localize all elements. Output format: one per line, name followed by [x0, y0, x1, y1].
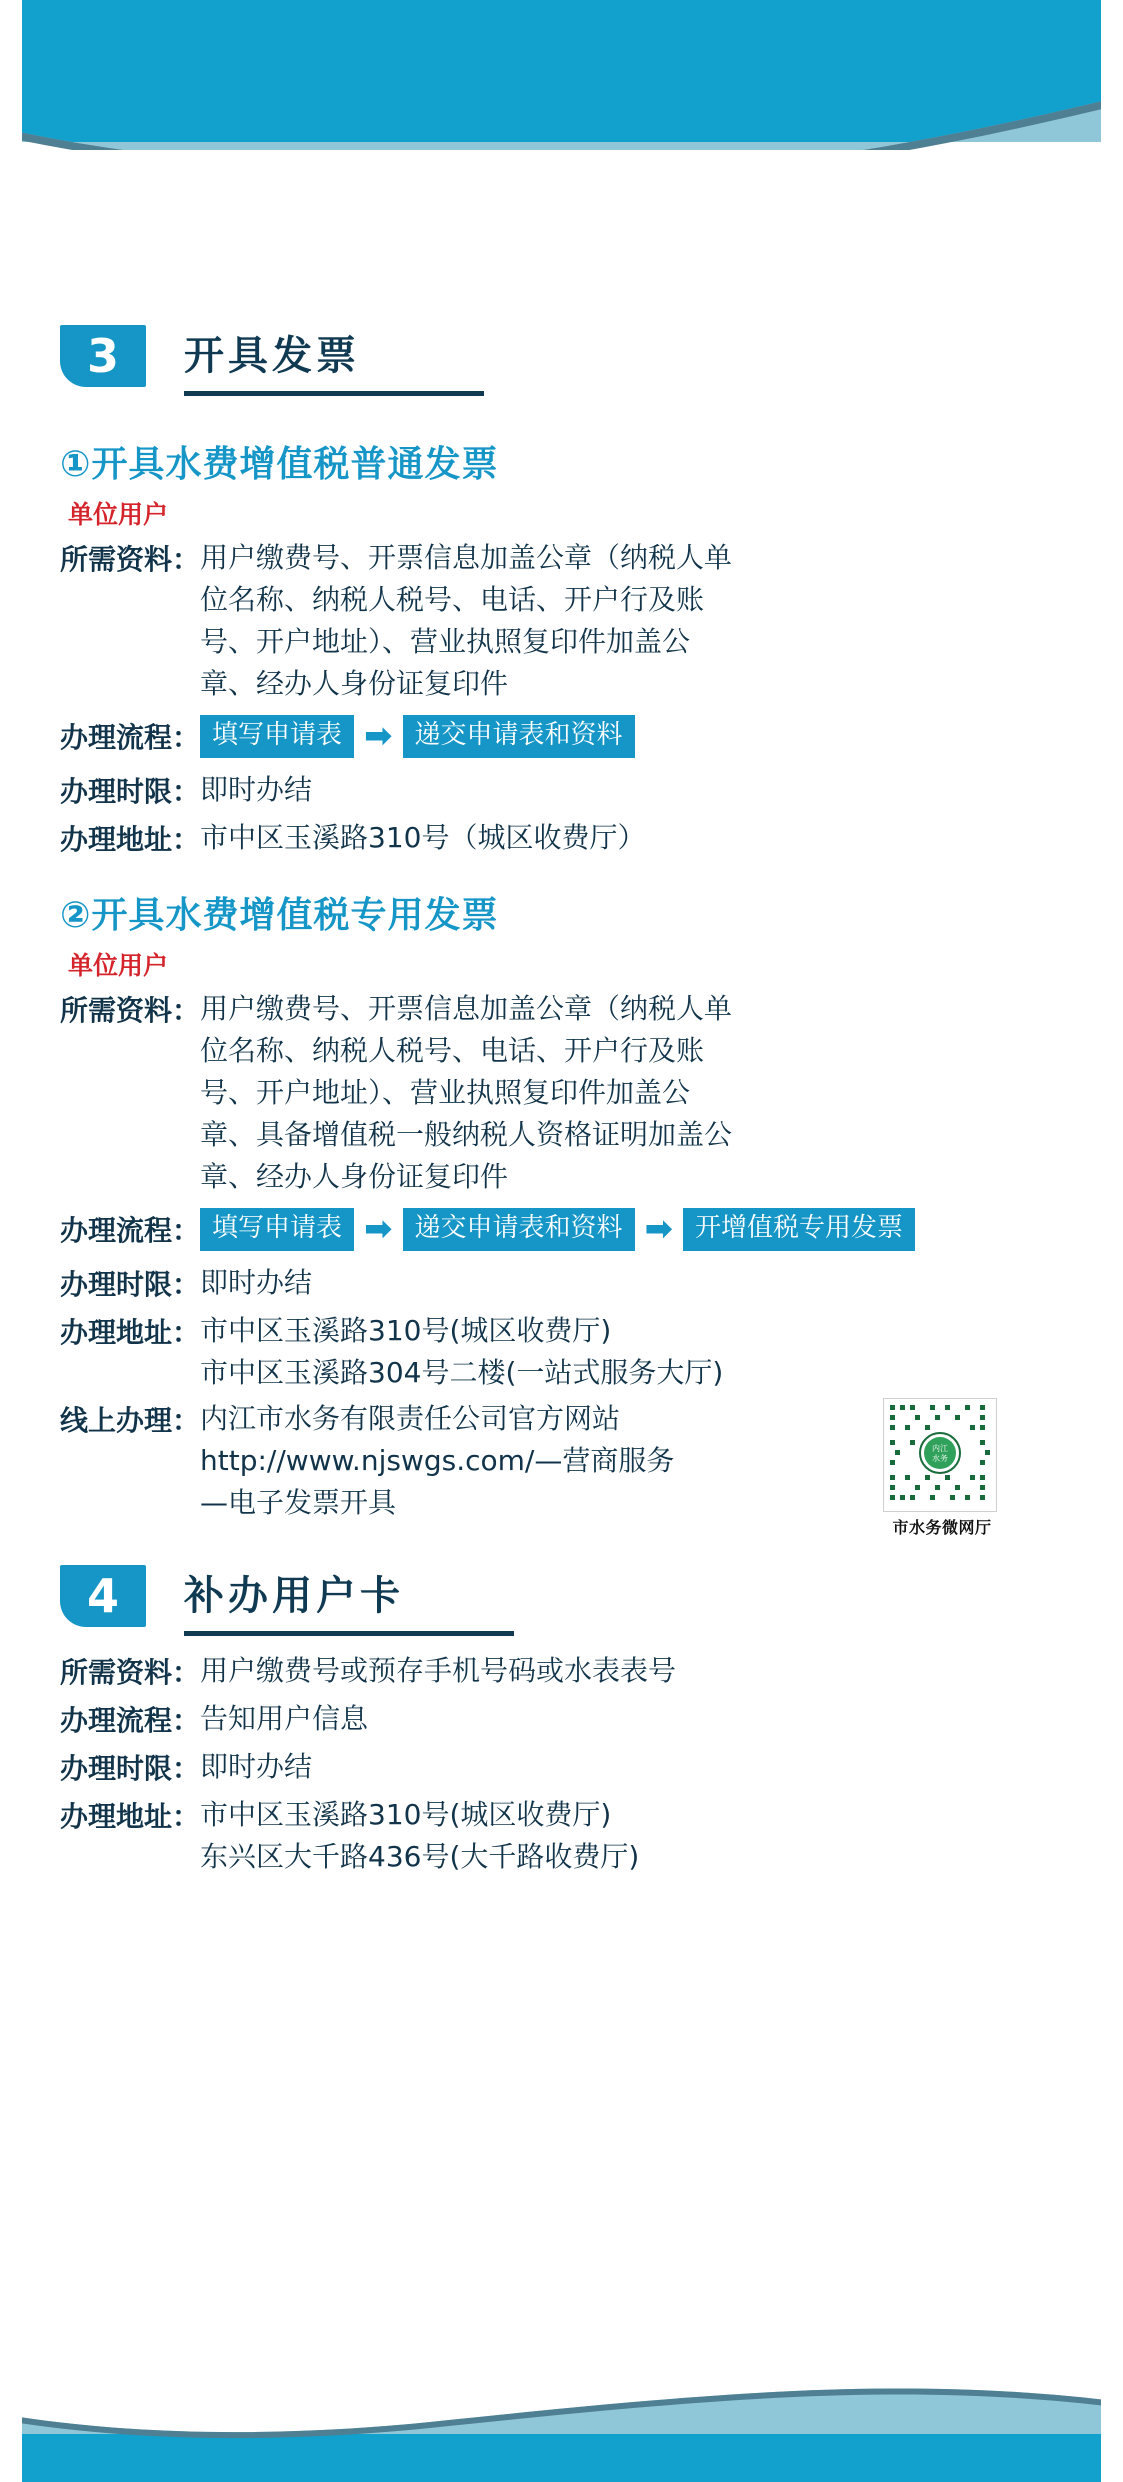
value-required-materials-2 — [200, 988, 1063, 1198]
section-4-number: 4 — [60, 1565, 146, 1627]
value-processing-time-1 — [200, 769, 1063, 811]
row-process-flow-1 — [60, 715, 1063, 759]
value-required-materials-1 — [200, 537, 1063, 705]
materials-line: 章、经办人身份证复印件 — [200, 1160, 509, 1193]
time-line: 即时办结 — [200, 773, 313, 806]
right-margin-strip — [1101, 0, 1123, 2482]
label-process-flow-1: 办理流程： — [60, 721, 201, 754]
flow-step-chip: 填写申请表 — [200, 715, 354, 758]
materials-line: 用户缴费号、开票信息加盖公章（纳税人单 — [200, 541, 733, 574]
qr-code-block — [883, 1398, 1001, 1538]
row-processing-time-1 — [60, 769, 1063, 813]
row-online-service — [60, 1398, 1063, 1537]
svg-text:水务: 水务 — [932, 1454, 948, 1463]
row-process-flow-2 — [60, 1208, 1063, 1252]
row-process-flow-card — [60, 1698, 1063, 1742]
address-line: 市中区玉溪路304号二楼(一站式服务大厅) — [200, 1356, 724, 1389]
row-address-card — [60, 1794, 1063, 1878]
section-4-header — [60, 1564, 1063, 1650]
label-address-card: 办理地址： — [60, 1800, 201, 1833]
label-online-service: 线上办理： — [60, 1404, 201, 1437]
value-processing-time-2 — [200, 1262, 1063, 1304]
value-address-1 — [200, 817, 1063, 859]
arrow-right-icon: ➡ — [364, 1209, 393, 1250]
row-processing-time-card — [60, 1746, 1063, 1790]
label-processing-time-card: 办理时限： — [60, 1752, 201, 1785]
materials-line: 章、具备增值税一般纳税人资格证明加盖公 — [200, 1118, 733, 1151]
label-processing-time-1: 办理时限： — [60, 775, 201, 808]
flow-steps-1 — [200, 715, 1063, 758]
section-3-underline — [184, 391, 484, 396]
arrow-right-icon: ➡ — [644, 1209, 674, 1250]
address-line: 市中区玉溪路310号（城区收费厅） — [200, 821, 646, 854]
address-line: 市中区玉溪路310号(城区收费厅) — [200, 1798, 612, 1831]
value-process-flow-card — [200, 1698, 1063, 1740]
address-line: 东兴区大千路436号(大千路收费厅) — [200, 1840, 640, 1873]
section-3-number: 3 — [60, 325, 146, 387]
footer-decoration — [0, 2282, 1123, 2482]
value-address-card — [200, 1794, 1063, 1878]
subsection-2-heading: ②开具水费增值税专用发票 — [60, 895, 499, 936]
online-url-line: http://www.njswgs.com/—营商服务 — [200, 1444, 675, 1477]
materials-line: 位名称、纳税人税号、电话、开户行及账 — [200, 1034, 705, 1067]
subsection-special-invoice — [60, 887, 1063, 1537]
arrow-right-icon: ➡ — [364, 716, 393, 757]
subsection-2-user-type: 单位用户 — [68, 951, 169, 980]
value-address-2 — [200, 1310, 1063, 1394]
content-area — [0, 300, 1123, 1882]
row-address-1 — [60, 817, 1063, 861]
subsection-1-heading: ①开具水费增值税普通发票 — [60, 444, 499, 485]
subsection-ordinary-invoice — [60, 436, 1063, 861]
flow-step-chip: 开增值税专用发票 — [683, 1208, 915, 1251]
qr-code-image — [883, 1398, 997, 1512]
flow-steps-2 — [200, 1208, 1063, 1251]
label-required-materials-card: 所需资料： — [60, 1656, 201, 1689]
row-required-materials-1 — [60, 537, 1063, 705]
time-line: 即时办结 — [200, 1750, 313, 1783]
value-required-materials-card — [200, 1650, 1063, 1692]
row-required-materials-2 — [60, 988, 1063, 1198]
label-process-flow-card: 办理流程： — [60, 1704, 201, 1737]
row-required-materials-card — [60, 1650, 1063, 1694]
flow-line: 告知用户信息 — [200, 1702, 369, 1735]
label-address-2: 办理地址： — [60, 1316, 201, 1349]
materials-line: 用户缴费号、开票信息加盖公章（纳税人单 — [200, 992, 733, 1025]
online-line: 内江市水务有限责任公司官方网站 — [200, 1402, 621, 1435]
materials-line: 位名称、纳税人税号、电话、开户行及账 — [200, 583, 705, 616]
flow-step-chip: 填写申请表 — [200, 1208, 354, 1251]
label-processing-time-2: 办理时限： — [60, 1268, 201, 1301]
materials-line: 用户缴费号或预存手机号码或水表表号 — [200, 1654, 677, 1687]
flow-step-chip: 递交申请表和资料 — [403, 1208, 635, 1251]
section-4-title: 补办用户卡 — [184, 1573, 404, 1619]
flow-step-chip: 递交申请表和资料 — [403, 715, 635, 758]
section-3-header — [60, 324, 1063, 410]
section-4-underline — [184, 1631, 514, 1636]
label-process-flow-2: 办理流程： — [60, 1214, 201, 1247]
row-address-2 — [60, 1310, 1063, 1394]
left-margin-strip — [0, 0, 22, 2482]
section-4-body — [60, 1650, 1063, 1878]
address-line: 市中区玉溪路310号(城区收费厅) — [200, 1314, 612, 1347]
header-decoration — [0, 0, 1123, 280]
row-processing-time-2 — [60, 1262, 1063, 1306]
section-3-title: 开具发票 — [184, 333, 360, 379]
materials-line: 章、经办人身份证复印件 — [200, 667, 509, 700]
label-required-materials-1: 所需资料： — [60, 543, 201, 576]
materials-line: 号、开户地址）、营业执照复印件加盖公 — [200, 1076, 691, 1109]
subsection-1-user-type: 单位用户 — [68, 500, 169, 529]
svg-text:内江: 内江 — [932, 1444, 948, 1453]
time-line: 即时办结 — [200, 1266, 313, 1299]
value-processing-time-card — [200, 1746, 1063, 1788]
label-required-materials-2: 所需资料： — [60, 994, 201, 1027]
label-address-1: 办理地址： — [60, 823, 201, 856]
online-line: —电子发票开具 — [200, 1486, 397, 1519]
qr-code-caption: 市水务微网厅 — [892, 1518, 992, 1537]
materials-line: 号、开户地址）、营业执照复印件加盖公 — [200, 625, 691, 658]
